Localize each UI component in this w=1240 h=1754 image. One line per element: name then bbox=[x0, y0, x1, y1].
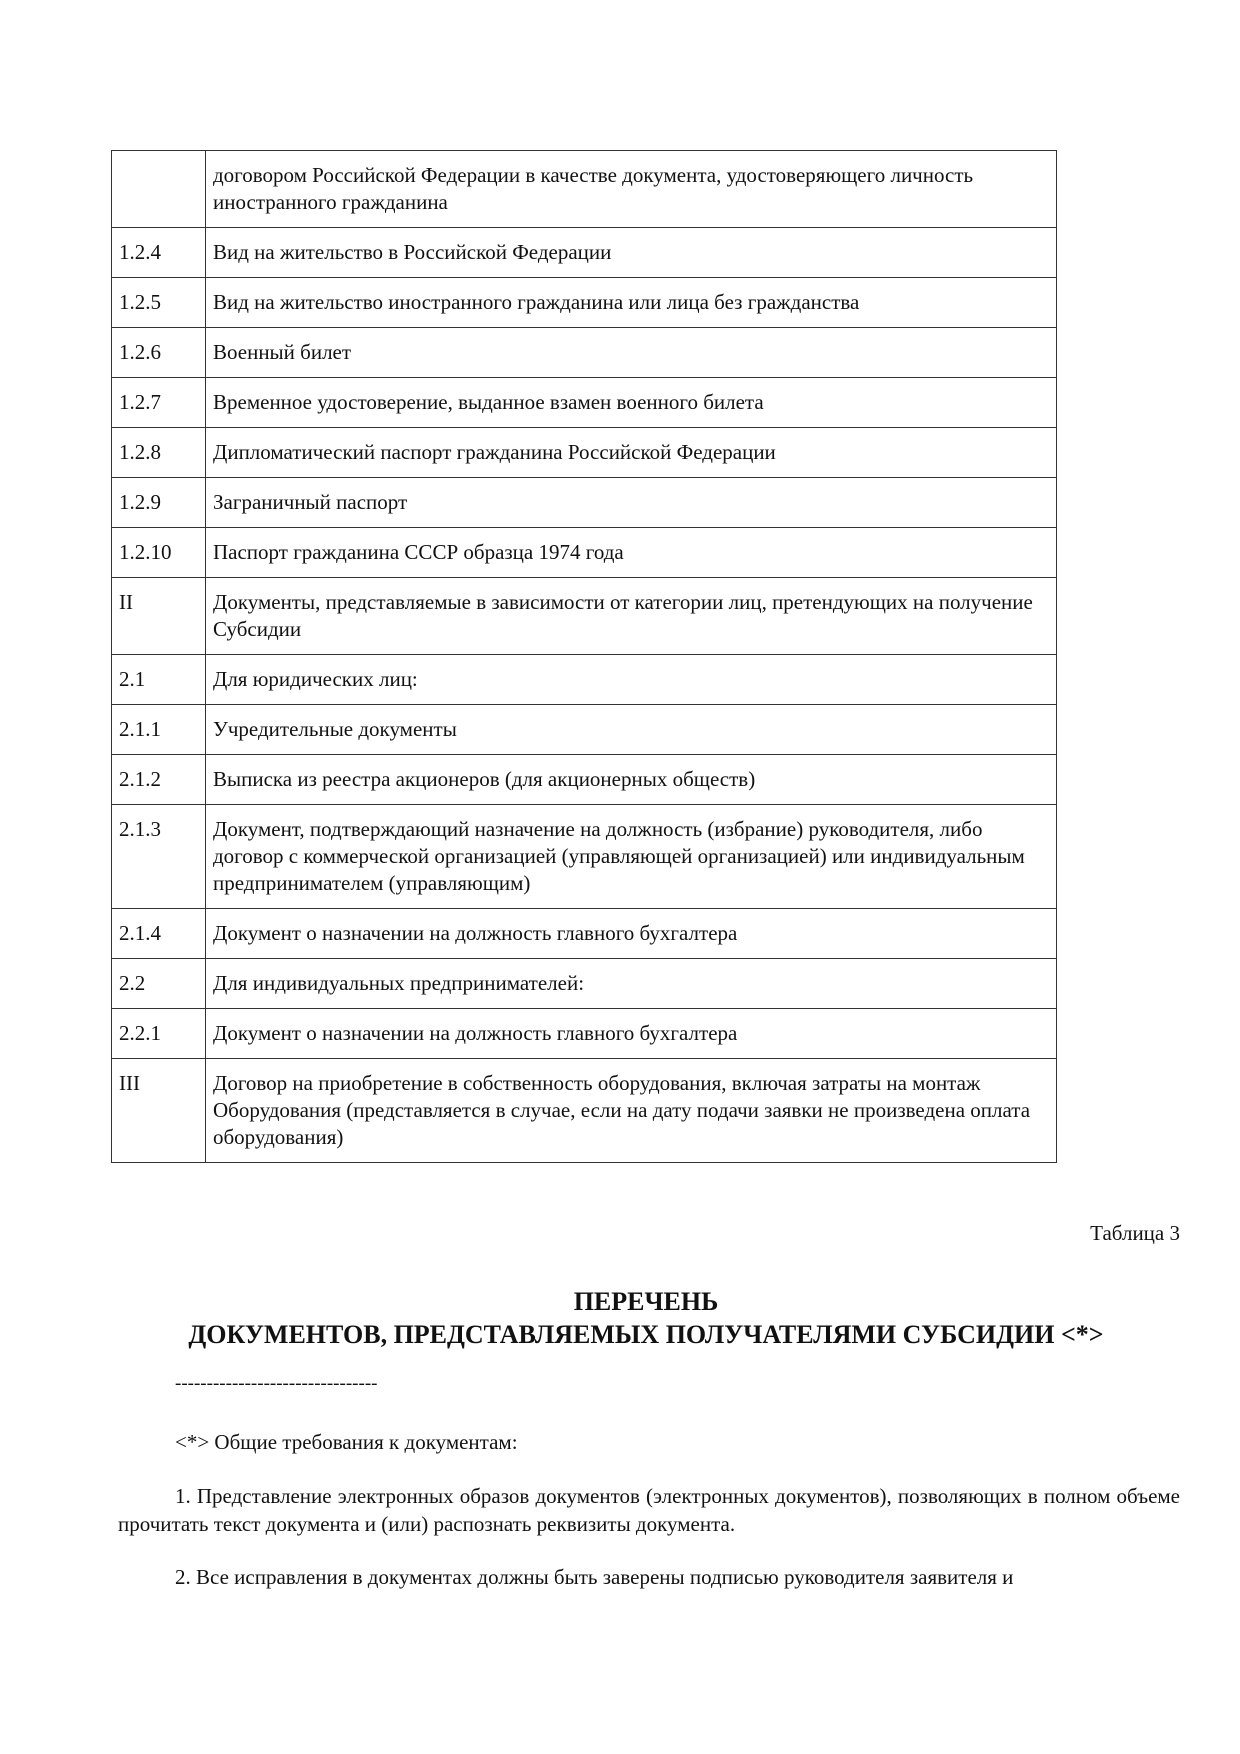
page-title bbox=[111, 1285, 1181, 1351]
row-text: Вид на жительство иностранного гражданина или лица без гражданства bbox=[206, 278, 1057, 328]
footnote-heading: <*> Общие требования к документам: bbox=[175, 1430, 518, 1454]
row-number: 2.2.1 bbox=[112, 1009, 206, 1059]
row-text: договором Российской Федерации в качестве документа, удостоверяющего личность иностранного гражданина bbox=[206, 151, 1057, 228]
row-number: 1.2.5 bbox=[112, 278, 206, 328]
table-row bbox=[112, 1059, 1057, 1163]
row-text: Заграничный паспорт bbox=[206, 478, 1057, 528]
table-row bbox=[112, 805, 1057, 909]
table-label: Таблица 3 bbox=[1090, 1221, 1180, 1245]
row-text: Выписка из реестра акционеров (для акционерных обществ) bbox=[206, 755, 1057, 805]
row-number: 2.1.3 bbox=[112, 805, 206, 909]
title-line-1: ПЕРЕЧЕНЬ bbox=[573, 1287, 719, 1316]
row-text: Паспорт гражданина СССР образца 1974 года bbox=[206, 528, 1057, 578]
footnote-item-1: 1. Представление электронных образов документов (электронных документов), позволяющих в полном объеме прочитать текст документа и (или) распознать реквизиты документа. bbox=[118, 1484, 1180, 1536]
table-row bbox=[112, 655, 1057, 705]
row-number: III bbox=[112, 1059, 206, 1163]
documents-table bbox=[111, 150, 1057, 1163]
row-number: 2.1.4 bbox=[112, 909, 206, 959]
table-row bbox=[112, 228, 1057, 278]
table-row bbox=[112, 328, 1057, 378]
table-row bbox=[112, 1009, 1057, 1059]
footnote-separator: -------------------------------- bbox=[175, 1373, 378, 1394]
row-text: Учредительные документы bbox=[206, 705, 1057, 755]
row-text: Документ о назначении на должность главного бухгалтера bbox=[206, 1009, 1057, 1059]
row-text: Для индивидуальных предпринимателей: bbox=[206, 959, 1057, 1009]
row-text: Вид на жительство в Российской Федерации bbox=[206, 228, 1057, 278]
row-number: 1.2.6 bbox=[112, 328, 206, 378]
row-number: 1.2.4 bbox=[112, 228, 206, 278]
table-row bbox=[112, 478, 1057, 528]
row-text: Временное удостоверение, выданное взамен военного билета bbox=[206, 378, 1057, 428]
row-text: Договор на приобретение в собственность оборудования, включая затраты на монтаж Оборудования (представляется в случае, если на дату подачи заявки не произведена оплата оборудования) bbox=[206, 1059, 1057, 1163]
row-number: II bbox=[112, 578, 206, 655]
row-number: 1.2.7 bbox=[112, 378, 206, 428]
table-row bbox=[112, 378, 1057, 428]
table-row bbox=[112, 428, 1057, 478]
row-number: 1.2.9 bbox=[112, 478, 206, 528]
table-row bbox=[112, 578, 1057, 655]
table-row bbox=[112, 705, 1057, 755]
row-number: 2.1.1 bbox=[112, 705, 206, 755]
table-row bbox=[112, 278, 1057, 328]
row-text: Документ, подтверждающий назначение на должность (избрание) руководителя, либо договор с коммерческой организацией (управляющей организацией) или индивидуальным предпринимателем (управляющим) bbox=[206, 805, 1057, 909]
row-number: 2.1 bbox=[112, 655, 206, 705]
row-text: Для юридических лиц: bbox=[206, 655, 1057, 705]
row-number: 1.2.8 bbox=[112, 428, 206, 478]
row-text: Документ о назначении на должность главного бухгалтера bbox=[206, 909, 1057, 959]
table-row bbox=[112, 755, 1057, 805]
row-text: Военный билет bbox=[206, 328, 1057, 378]
table-row bbox=[112, 909, 1057, 959]
row-number bbox=[112, 151, 206, 228]
row-number: 2.2 bbox=[112, 959, 206, 1009]
table-row bbox=[112, 151, 1057, 228]
footnote-item-2: 2. Все исправления в документах должны быть заверены подписью руководителя заявителя и bbox=[175, 1565, 1014, 1589]
title-line-2: ДОКУМЕНТОВ, ПРЕДСТАВЛЯЕМЫХ ПОЛУЧАТЕЛЯМИ СУБСИДИИ <*> bbox=[188, 1320, 1104, 1349]
table-row bbox=[112, 959, 1057, 1009]
table-row bbox=[112, 528, 1057, 578]
row-number: 1.2.10 bbox=[112, 528, 206, 578]
row-text: Дипломатический паспорт гражданина Российской Федерации bbox=[206, 428, 1057, 478]
row-number: 2.1.2 bbox=[112, 755, 206, 805]
row-text: Документы, представляемые в зависимости от категории лиц, претендующих на получение Субсидии bbox=[206, 578, 1057, 655]
